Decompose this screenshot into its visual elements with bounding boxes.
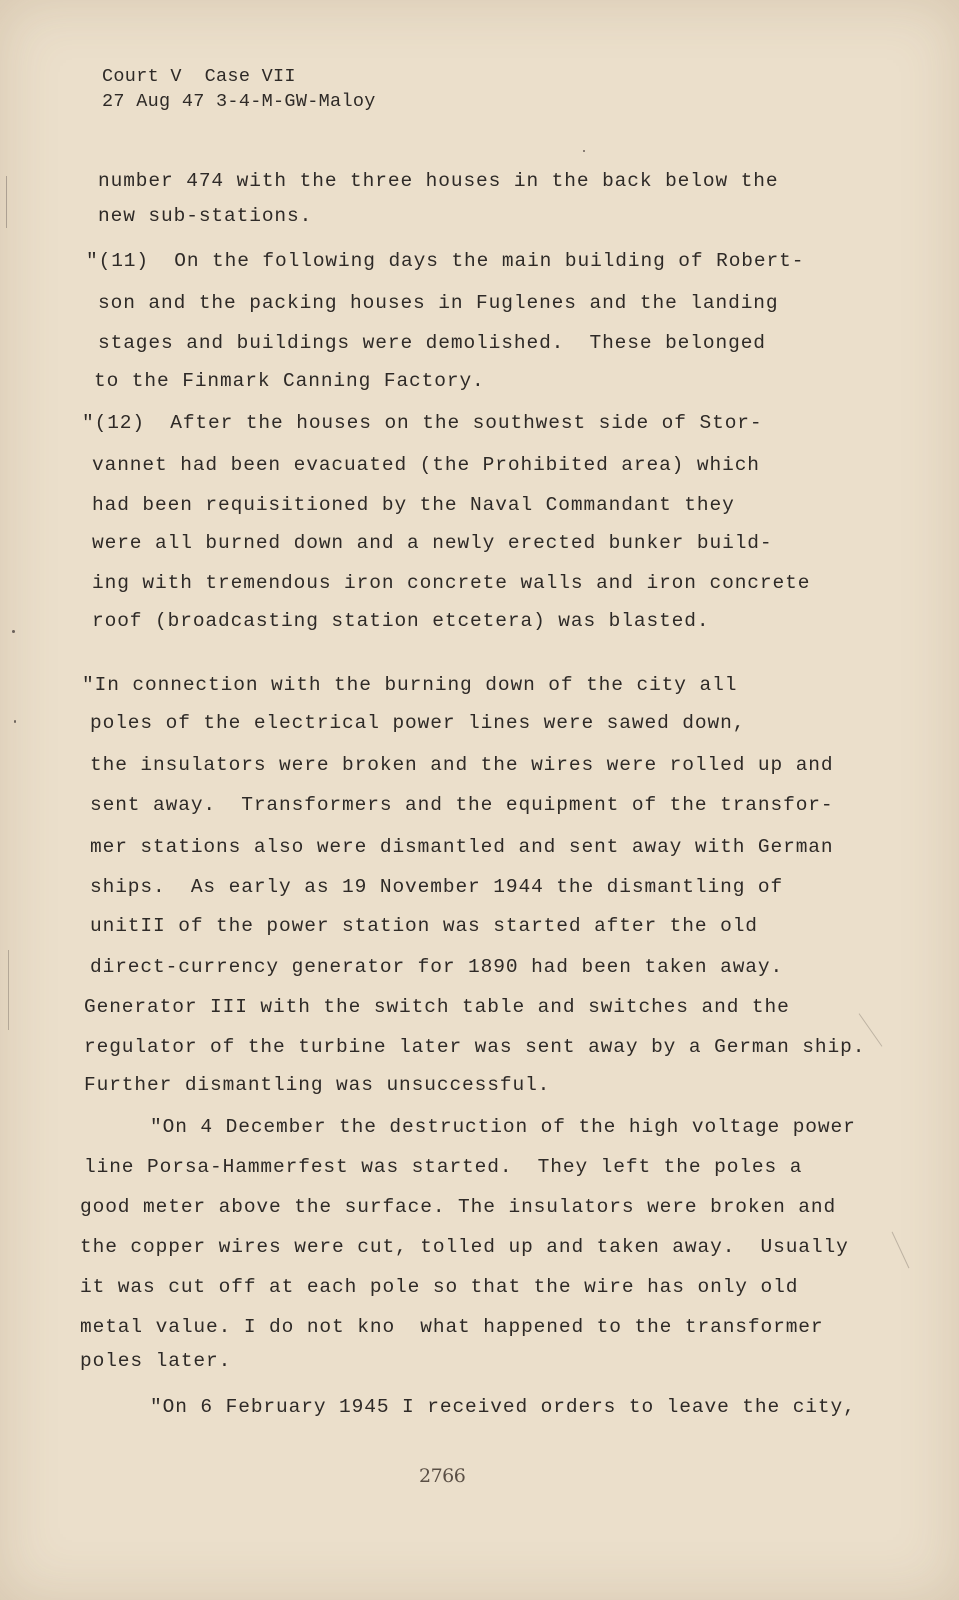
body-line: number 474 with the three houses in the back below the xyxy=(98,170,779,192)
body-line: metal value. I do not kno what happened to the transformer xyxy=(80,1316,824,1338)
body-line: "(11) On the following days the main building of Robert- xyxy=(86,250,805,272)
body-line: "On 4 December the destruction of the high voltage power xyxy=(150,1116,856,1138)
document-header xyxy=(102,64,376,114)
body-line: son and the packing houses in Fuglenes and the landing xyxy=(98,292,779,314)
body-line: "In connection with the burning down of the city all xyxy=(82,674,738,696)
body-line: unitII of the power station was started after the old xyxy=(90,915,758,937)
body-line: stages and buildings were demolished. These belonged xyxy=(98,332,766,354)
body-line: poles of the electrical power lines were sawed down, xyxy=(90,712,746,734)
body-line: regulator of the turbine later was sent away by a German ship. xyxy=(84,1036,866,1058)
body-line: vannet had been evacuated (the Prohibited area) which xyxy=(92,454,760,476)
body-line: new sub-stations. xyxy=(98,205,313,227)
body-line: roof (broadcasting station etcetera) was blasted. xyxy=(92,610,710,632)
body-line: direct-currency generator for 1890 had been taken away. xyxy=(90,956,784,978)
margin-mark xyxy=(12,630,15,633)
header-court-case: Court V Case VII xyxy=(102,66,296,87)
body-line: the copper wires were cut, tolled up and taken away. Usually xyxy=(80,1236,849,1258)
body-line: poles later. xyxy=(80,1350,232,1372)
page-number: 2766 xyxy=(419,1465,466,1487)
body-line: ing with tremendous iron concrete walls and iron concrete xyxy=(92,572,811,594)
margin-mark xyxy=(14,720,16,723)
body-line: Generator III with the switch table and switches and the xyxy=(84,996,790,1018)
body-line: were all burned down and a newly erected bunker build- xyxy=(92,532,773,554)
margin-mark xyxy=(6,176,7,228)
body-line: sent away. Transformers and the equipment of the transfor- xyxy=(90,794,834,816)
body-line: it was cut off at each pole so that the wire has only old xyxy=(80,1276,799,1298)
header-date-code: 27 Aug 47 3-4-M-GW-Maloy xyxy=(102,91,376,112)
body-line: "On 6 February 1945 I received orders to leave the city, xyxy=(150,1396,856,1418)
body-line: to the Finmark Canning Factory. xyxy=(94,370,485,392)
body-line: ships. As early as 19 November 1944 the dismantling of xyxy=(90,876,784,898)
margin-mark xyxy=(583,150,585,152)
body-line: mer stations also were dismantled and sent away with German xyxy=(90,836,834,858)
body-line: Further dismantling was unsuccessful. xyxy=(84,1074,551,1096)
body-line: line Porsa-Hammerfest was started. They left the poles a xyxy=(84,1156,803,1178)
margin-mark xyxy=(8,950,9,1030)
margin-mark xyxy=(892,1232,910,1269)
body-line: had been requisitioned by the Naval Commandant they xyxy=(92,494,735,516)
body-line: the insulators were broken and the wires were rolled up and xyxy=(90,754,834,776)
body-line: good meter above the surface. The insulators were broken and xyxy=(80,1196,837,1218)
body-line: "(12) After the houses on the southwest side of Stor- xyxy=(82,412,763,434)
